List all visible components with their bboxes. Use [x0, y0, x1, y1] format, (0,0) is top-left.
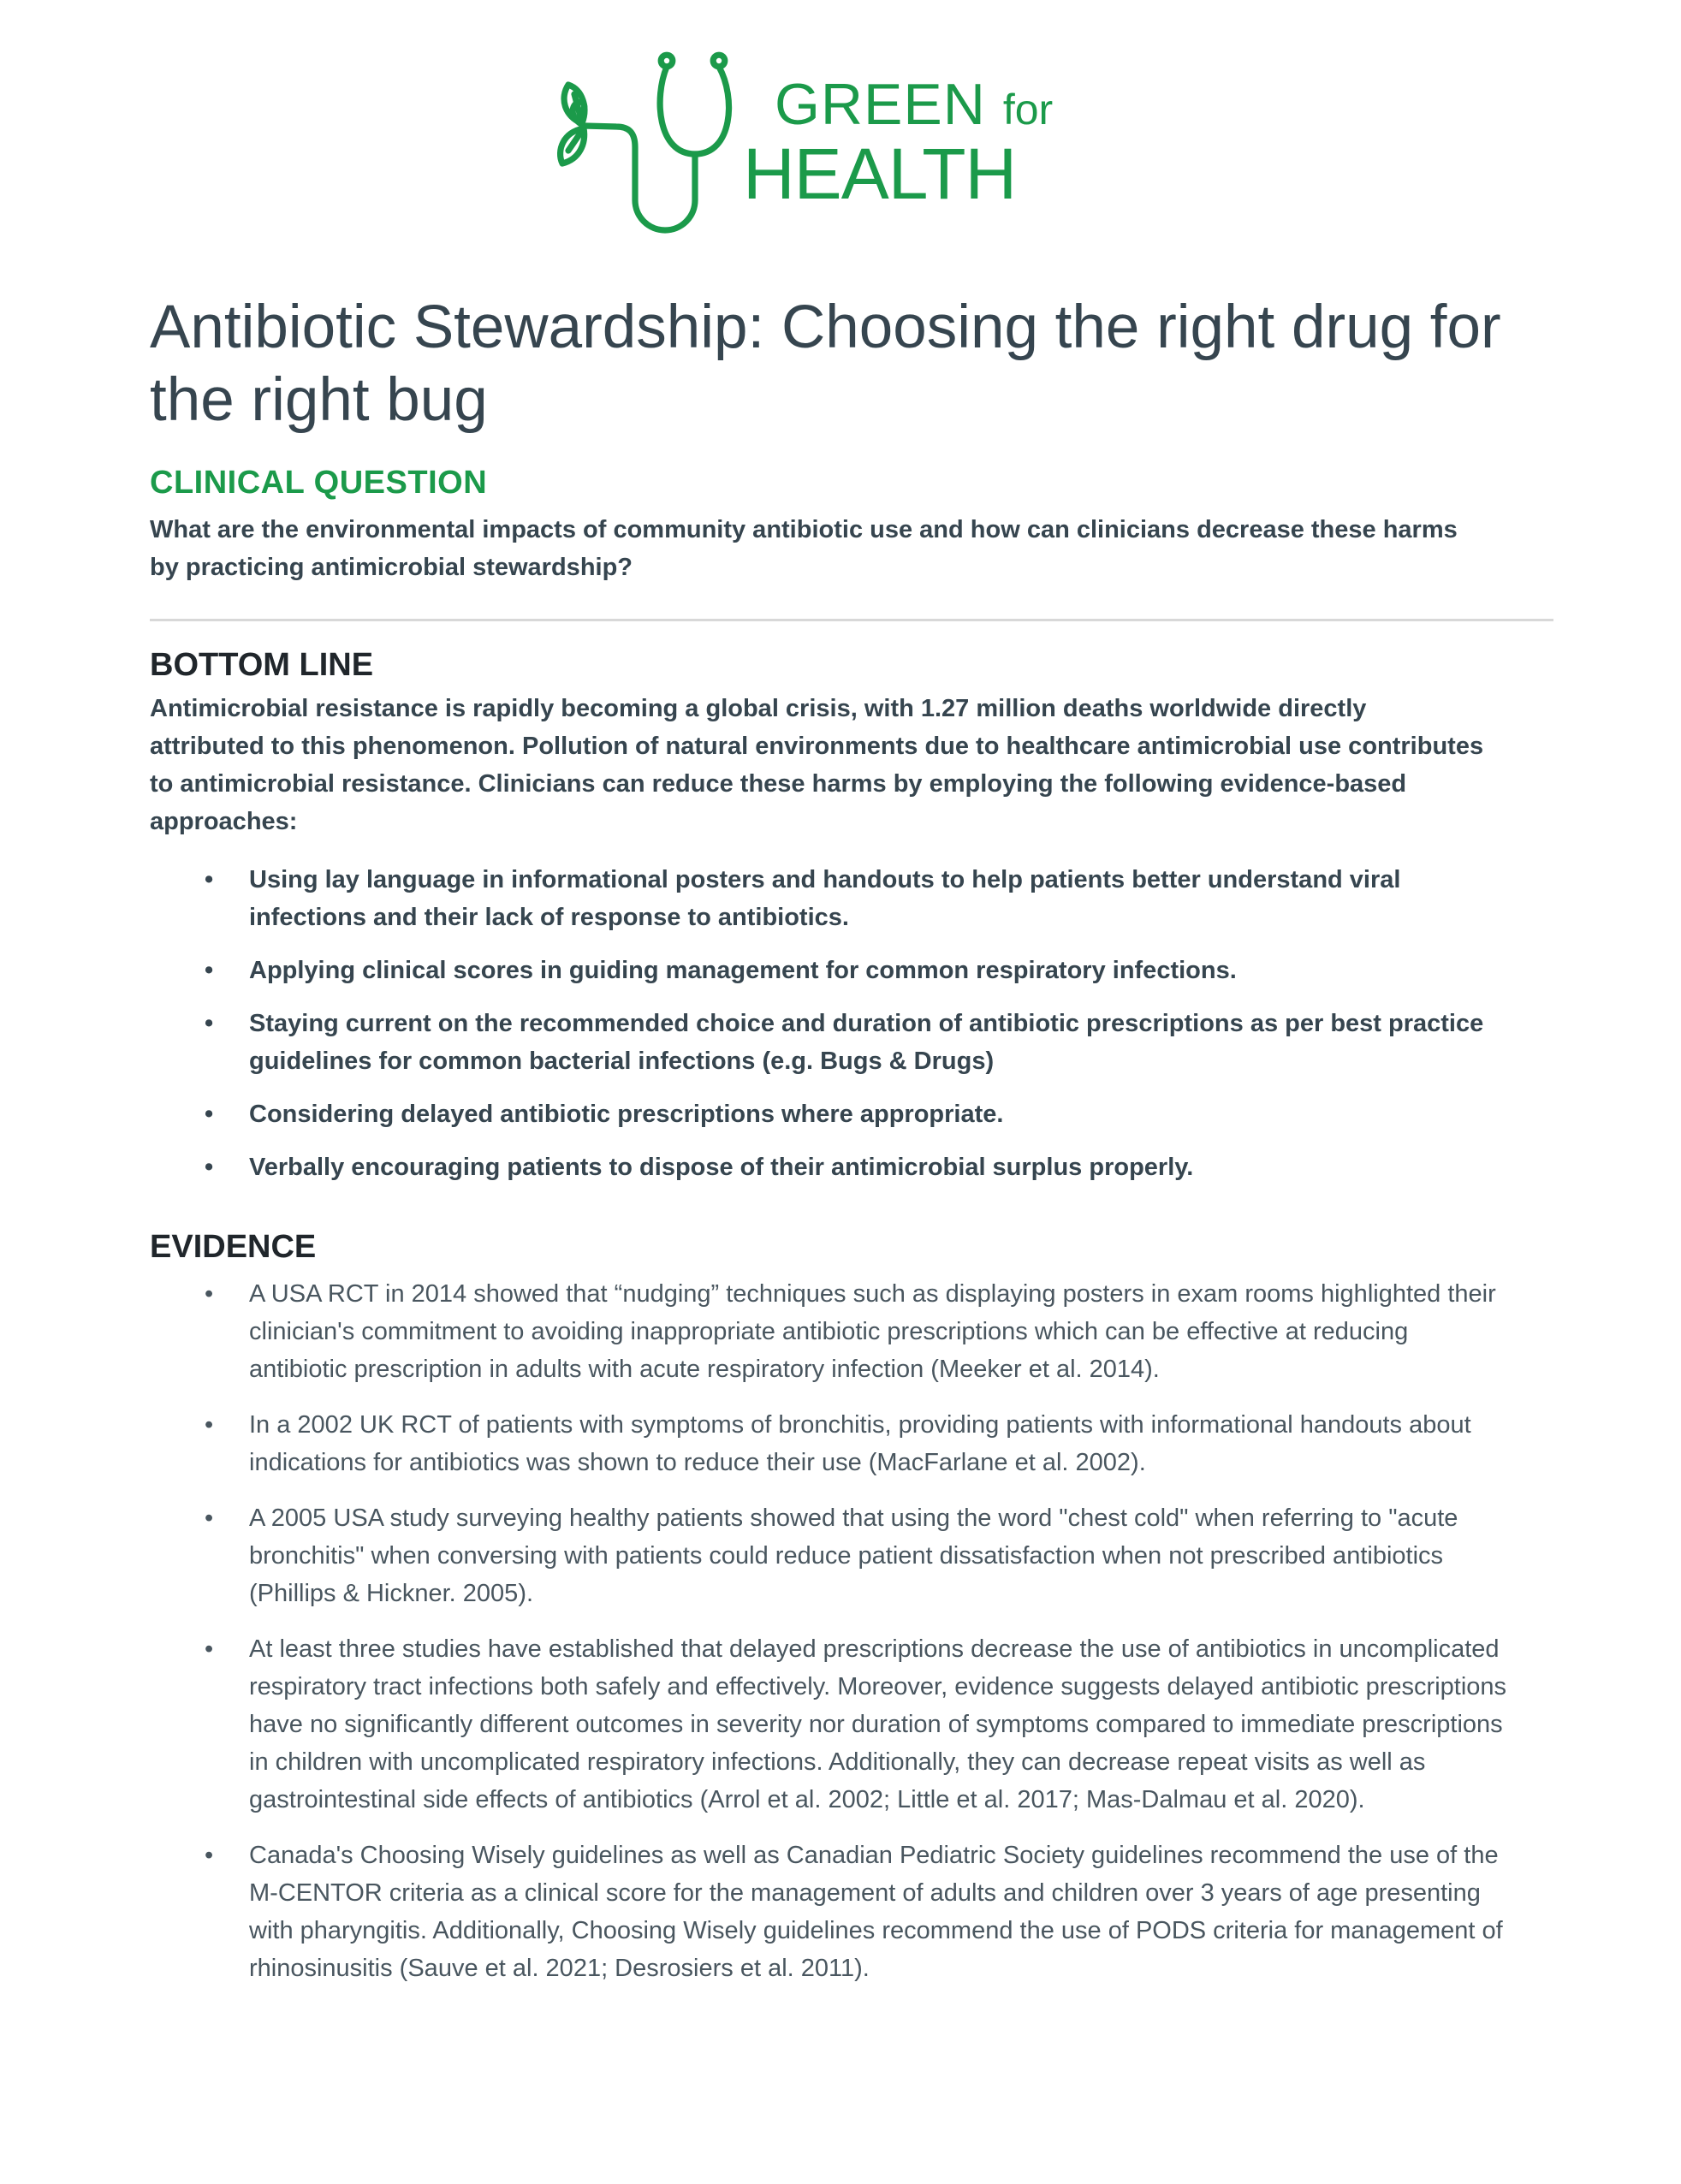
evidence-item: • A 2005 USA study surveying healthy patients showed that using the word "chest cold" when referring to "acute bronchitis" when conversing with patients could reduce patient dissatisfaction when not prescribed antibiotics (Phillips & Hickner. 2005).	[249, 1499, 1507, 1612]
bottom-line-item: • Applying clinical scores in guiding management for common respiratory infections.	[249, 952, 1507, 989]
bottom-line-item: • Staying current on the recommended choice and duration of antibiotic prescriptions as per best practice guidelines for common bacterial infections (e.g. Bugs & Drugs)	[249, 1005, 1507, 1080]
evidence-heading: EVIDENCE	[150, 1229, 317, 1265]
logo-word-green: GREEN	[775, 72, 986, 137]
bottom-line-item: • Considering delayed antibiotic prescriptions where appropriate.	[249, 1095, 1507, 1133]
section-divider	[150, 619, 1553, 621]
evidence-item: • In a 2002 UK RCT of patients with symptoms of bronchitis, providing patients with informational handouts about indications for antibiotics was shown to reduce their use (MacFarlane et al. 2002).	[249, 1406, 1507, 1481]
bottom-line-item: • Verbally encouraging patients to dispose of their antimicrobial surplus properly.	[249, 1148, 1507, 1186]
bottom-line-list	[150, 861, 1507, 1202]
logo-wordmark	[743, 72, 1054, 215]
bottom-line-heading: BOTTOM LINE	[150, 647, 374, 683]
clinical-question-text: What are the environmental impacts of community antibiotic use and how can clinicians decrease these harms by practicing antimicrobial stewardship?	[150, 516, 1458, 581]
green-for-health-logo	[555, 50, 1053, 252]
clinical-question-heading: CLINICAL QUESTION	[150, 465, 488, 501]
evidence-item: • At least three studies have established that delayed prescriptions decrease the use of antibiotics in uncomplicated respiratory tract infections both safely and effectively. Moreover, evidence suggests delayed antibiotic prescriptions have no significantly different outcomes in severity nor duration of symptoms compared to immediate prescriptions in children with uncomplicated respiratory infections. Additionally, they can decrease repeat visits as well as gastrointestinal side effects of antibiotics (Arrol et al. 2002; Little et al. 2017; Mas-Dalmau et al. 2020).	[249, 1630, 1507, 1819]
evidence-item: • A USA RCT in 2014 showed that “nudging” techniques such as displaying posters in exam rooms highlighted their clinician's commitment to avoiding inappropriate antibiotic prescriptions which can be effective at reducing antibiotic prescription in adults with acute respiratory infection (Meeker et al. 2014).	[249, 1275, 1507, 1388]
bottom-line-item: • Using lay language in informational posters and handouts to help patients better understand viral infections and their lack of response to antibiotics.	[249, 861, 1507, 936]
logo-line-green-for	[743, 72, 1054, 137]
logo-word-health: HEALTH	[743, 134, 1017, 215]
evidence-item: • Canada's Choosing Wisely guidelines as well as Canadian Pediatric Society guidelines recommend the use of the M-CENTOR criteria as a clinical score for the management of adults and children over 3 years of age presenting with pharyngitis. Additionally, Choosing Wisely guidelines recommend the use of PODS criteria for management of rhinosinusitis (Sauve et al. 2021; Desrosiers et al. 2011).	[249, 1837, 1507, 1987]
evidence-list	[150, 1275, 1507, 2005]
page-title: Antibiotic Stewardship: Choosing the right drug for the right bug	[150, 294, 1501, 435]
bottom-line-intro: Antimicrobial resistance is rapidly becoming a global crisis, with 1.27 million deaths worldwide directly attributed to this phenomenon. Pollution of natural environments due to healthcare antimicrobial use contributes to antimicrobial resistance. Clinicians can reduce these harms by employing the following evidence-based approaches:	[150, 695, 1484, 835]
stethoscope-leaf-icon	[555, 50, 746, 252]
logo-word-for: for	[1002, 86, 1054, 134]
